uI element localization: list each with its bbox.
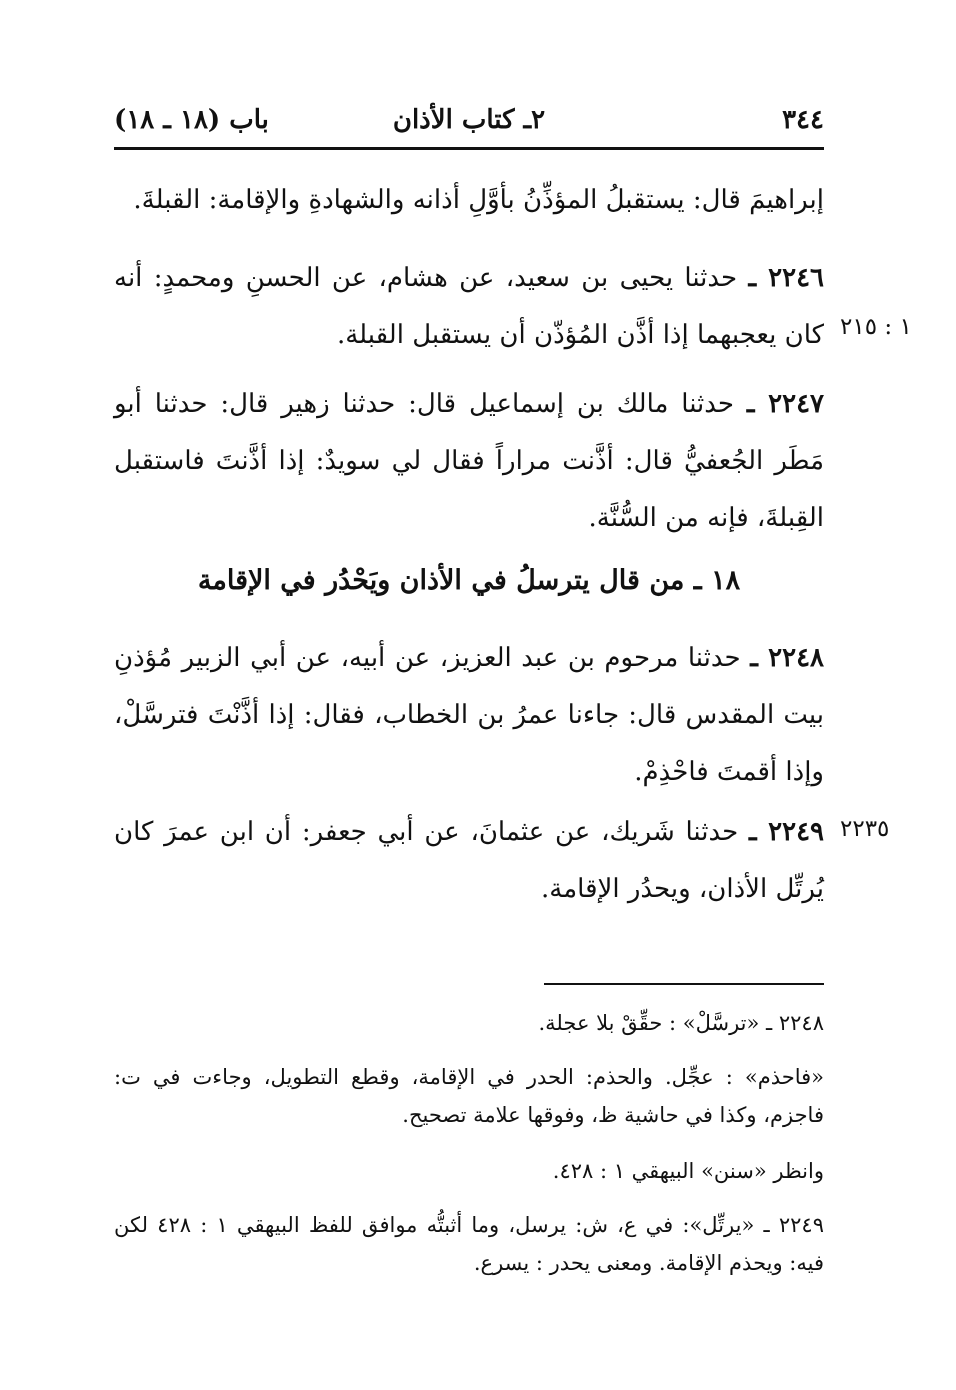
margin-ref-volume: ١ : ٢١٥ bbox=[840, 314, 912, 340]
hadith-text: حدثنا مرحوم بن عبد العزيز، عن أبيه، عن أبي الزبير مُؤذنِ بيت المقدس قال: جاءنا عمرُ بن الخطاب، فقال: إذا أذَّنْتَ فترسَّلْ، وإذا أقمتَ فاحْذِمْ. bbox=[114, 643, 824, 787]
hadith-2248 bbox=[114, 630, 824, 801]
footnote-fahdhim: «فاحذم» : عجِّل. والحذم: الحدر في الإقامة، وقطع التطويل، وجاءت في ت: فاجزم، وكذا في حاشية ظ، وفوقها علامة تصحيح. bbox=[114, 1065, 824, 1127]
intro-text: إبراهيمَ قال: يستقبلُ المؤذِّنُ بأوَّلِ أذانه والشهادةِ والإقامة: القبلةَ. bbox=[133, 185, 824, 215]
hadith-text: حدثنا شَريك، عن عثمانَ، عن أبي جعفر: أن ابن عمرَ كان يُرتِّل الأذان، ويحدُر الإقامة. bbox=[114, 817, 824, 904]
footnote-2249: ٢٢٤٩ ـ «يرتِّل»: في ع، ش: يرسل، وما أثبتُّه موافق للفظ البيهقي ١ : ٤٢٨ لكن فيه: ويحذم الإقامة. ومعنى يحدر : يسرع. bbox=[114, 1213, 824, 1275]
chapter-range: باب (١٨ ـ ١٨) bbox=[114, 105, 269, 135]
hadith-2249 bbox=[114, 804, 824, 918]
margin-ref-number: ٢٢٣٥ bbox=[840, 816, 890, 842]
hadith-number: ٢٢٤٨ ـ bbox=[750, 643, 825, 673]
hadith-text: حدثنا يحيى بن سعيد، عن هشام، عن الحسنِ ومحمدٍ: أنه كان يعجبهما إذا أذَّن المُؤذّن أن يستقبل القبلة. bbox=[114, 263, 824, 350]
intro-paragraph bbox=[114, 172, 824, 229]
hadith-2247 bbox=[114, 376, 824, 547]
page-number: ٣٤٤ bbox=[782, 105, 824, 135]
hadith-text: حدثنا مالك بن إسماعيل قال: حدثنا زهير قال: حدثنا أبو مَطَر الجُعفيُّ قال: أذَّنت مراراً فقال لي سويدٌ: إذا أذَّنتَ فاستقبل القِبلةَ، فإنه من السُّنَّة. bbox=[114, 389, 824, 533]
header-rule bbox=[114, 147, 824, 150]
hadith-2246 bbox=[114, 250, 824, 364]
running-header bbox=[114, 100, 824, 146]
hadith-number: ٢٢٤٩ ـ bbox=[748, 817, 825, 847]
hadith-number: ٢٢٤٦ ـ bbox=[748, 263, 824, 293]
footnote-2248: ٢٢٤٨ ـ «ترسَّلْ» : حقِّقْ بلا عجلة. bbox=[538, 1011, 824, 1035]
book-title: ٢ـ كتاب الأذان bbox=[392, 105, 546, 135]
footnote-rule bbox=[544, 983, 824, 985]
hadith-number: ٢٢٤٧ ـ bbox=[746, 389, 824, 419]
footnote-sunan-ref: وانظر «سنن» البيهقي ١ : ٤٢٨. bbox=[552, 1159, 824, 1183]
section-heading: ١٨ ـ من قال يترسلُ في الأذان ويَحْدُر في الإقامة bbox=[197, 565, 741, 596]
